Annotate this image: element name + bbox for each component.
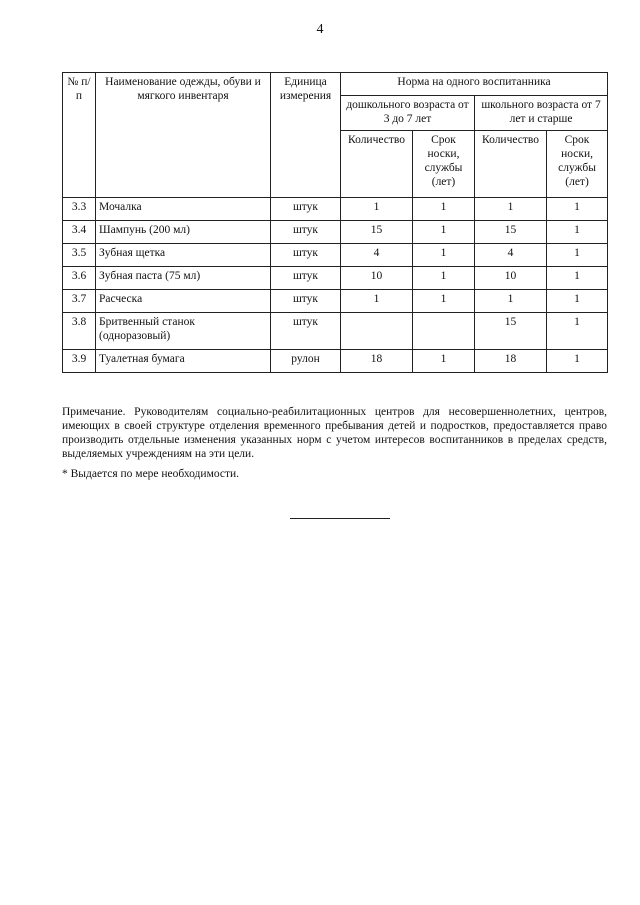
cell-preschool-term: 1	[413, 221, 475, 244]
table-row	[63, 290, 608, 313]
cell-unit: штук	[271, 198, 341, 221]
norms-table	[62, 72, 608, 373]
table-row	[63, 244, 608, 267]
cell-name: Туалетная бумага	[96, 350, 271, 373]
cell-school-term: 1	[547, 350, 608, 373]
header-name: Наименование одежды, обуви и мягкого инвентаря	[96, 73, 271, 198]
cell-school-qty: 15	[475, 313, 547, 350]
header-preschool-qty: Количество	[341, 131, 413, 198]
cell-school-term: 1	[547, 198, 608, 221]
cell-school-qty: 1	[475, 198, 547, 221]
header-preschool: дошкольного возраста от 3 до 7 лет	[341, 96, 475, 131]
table-row	[63, 350, 608, 373]
cell-name: Расческа	[96, 290, 271, 313]
header-school-term: Срок носки, службы (лет)	[547, 131, 608, 198]
cell-school-term: 1	[547, 244, 608, 267]
cell-preschool-qty: 18	[341, 350, 413, 373]
cell-num: 3.7	[63, 290, 96, 313]
cell-name: Зубная щетка	[96, 244, 271, 267]
cell-school-term: 1	[547, 267, 608, 290]
cell-preschool-term: 1	[413, 198, 475, 221]
cell-unit: штук	[271, 267, 341, 290]
cell-num: 3.9	[63, 350, 96, 373]
divider-line	[290, 518, 390, 519]
cell-num: 3.5	[63, 244, 96, 267]
table-row	[63, 267, 608, 290]
cell-preschool-term	[413, 313, 475, 350]
cell-unit: штук	[271, 313, 341, 350]
header-num: № п/п	[63, 73, 96, 198]
cell-school-term: 1	[547, 221, 608, 244]
cell-name: Бритвенный станок (одноразовый)	[96, 313, 271, 350]
table-row	[63, 221, 608, 244]
header-norm: Норма на одного воспитанника	[341, 73, 608, 96]
cell-preschool-qty	[341, 313, 413, 350]
cell-preschool-term: 1	[413, 244, 475, 267]
cell-num: 3.3	[63, 198, 96, 221]
note-text: Примечание. Руководителям социально-реабилитационных центров для несовершеннолетних, центров, имеющих в своей структуре отделения временного пребывания детей и подростков, предоставляется право производить отдельные изменения указанных норм с учетом интересов воспитанников в пределах средств, выделяемых учреждениям на эти цели.	[62, 406, 607, 460]
cell-num: 3.8	[63, 313, 96, 350]
header-school: школьного возраста от 7 лет и старше	[475, 96, 608, 131]
cell-school-term: 1	[547, 313, 608, 350]
cell-name: Зубная паста (75 мл)	[96, 267, 271, 290]
cell-preschool-qty: 1	[341, 198, 413, 221]
cell-preschool-qty: 4	[341, 244, 413, 267]
header-school-qty: Количество	[475, 131, 547, 198]
cell-num: 3.6	[63, 267, 96, 290]
cell-unit: рулон	[271, 350, 341, 373]
page-number: 4	[316, 22, 324, 37]
cell-unit: штук	[271, 244, 341, 267]
cell-unit: штук	[271, 290, 341, 313]
note-paragraph	[62, 405, 607, 461]
table-row	[63, 198, 608, 221]
header-unit: Единица измерения	[271, 73, 341, 198]
table-row	[63, 313, 608, 350]
cell-school-qty: 10	[475, 267, 547, 290]
cell-school-qty: 18	[475, 350, 547, 373]
cell-name: Шампунь (200 мл)	[96, 221, 271, 244]
cell-preschool-term: 1	[413, 267, 475, 290]
cell-school-qty: 4	[475, 244, 547, 267]
cell-preschool-qty: 1	[341, 290, 413, 313]
cell-school-qty: 1	[475, 290, 547, 313]
cell-unit: штук	[271, 221, 341, 244]
cell-preschool-qty: 15	[341, 221, 413, 244]
cell-preschool-term: 1	[413, 290, 475, 313]
header-preschool-term: Срок носки, службы (лет)	[413, 131, 475, 198]
cell-preschool-term: 1	[413, 350, 475, 373]
footnote: * Выдается по мере необходимости.	[62, 468, 240, 480]
cell-num: 3.4	[63, 221, 96, 244]
cell-school-qty: 15	[475, 221, 547, 244]
cell-school-term: 1	[547, 290, 608, 313]
cell-preschool-qty: 10	[341, 267, 413, 290]
cell-name: Мочалка	[96, 198, 271, 221]
